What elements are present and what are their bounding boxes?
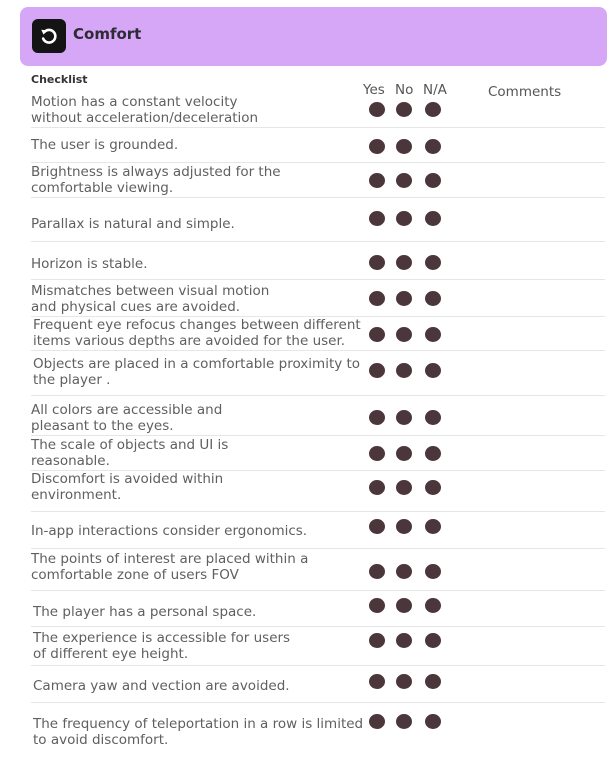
option-dot-na[interactable]: [425, 410, 441, 425]
option-dot-yes[interactable]: [369, 173, 385, 188]
option-dot-yes[interactable]: [369, 255, 385, 270]
option-dot-no[interactable]: [396, 598, 412, 613]
row-text-line1: The scale of objects and UI is: [31, 437, 229, 453]
option-dot-no[interactable]: [396, 327, 412, 342]
row-text-line1: Discomfort is avoided within: [31, 471, 224, 487]
option-dot-na[interactable]: [425, 211, 441, 226]
row-divider: [31, 279, 605, 280]
option-dot-na[interactable]: [425, 480, 441, 495]
section-header: [20, 7, 607, 66]
row-text-line1: Camera yaw and vection are avoided.: [33, 678, 290, 694]
row-text-line1: The user is grounded.: [31, 137, 179, 153]
option-dot-yes[interactable]: [369, 519, 385, 534]
option-dot-no[interactable]: [396, 674, 412, 689]
option-dot-yes[interactable]: [369, 363, 385, 378]
row-divider: [31, 702, 605, 703]
option-dot-na[interactable]: [425, 674, 441, 689]
row-text-line2: comfortable viewing.: [31, 180, 174, 196]
option-dot-na[interactable]: [425, 102, 441, 117]
row-text-line1: Frequent eye refocus changes between different: [33, 317, 361, 333]
row-text-line1: The player has a personal space.: [33, 604, 257, 620]
rotate-ccw-icon: [39, 26, 59, 46]
row-divider: [31, 395, 605, 396]
row-divider: [31, 548, 605, 549]
option-dot-yes[interactable]: [369, 102, 385, 117]
row-divider: [31, 241, 605, 242]
option-dot-no[interactable]: [396, 102, 412, 117]
option-dot-na[interactable]: [425, 564, 441, 579]
option-dot-yes[interactable]: [369, 446, 385, 461]
option-dot-na[interactable]: [425, 327, 441, 342]
option-dot-no[interactable]: [396, 519, 412, 534]
row-text-line1: Brightness is always adjusted for the: [31, 164, 281, 180]
option-dot-na[interactable]: [425, 633, 441, 648]
row-text-line1: In-app interactions consider ergonomics.: [31, 523, 308, 539]
option-dot-yes[interactable]: [369, 633, 385, 648]
option-dot-na[interactable]: [425, 519, 441, 534]
option-dot-no[interactable]: [396, 291, 412, 306]
row-divider: [31, 665, 605, 666]
row-divider: [31, 127, 605, 128]
row-text-line2: to avoid discomfort.: [33, 732, 169, 748]
option-dot-no[interactable]: [396, 139, 412, 154]
row-text-line1: Parallax is natural and simple.: [31, 216, 235, 232]
column-header-no: No: [395, 82, 414, 98]
row-divider: [31, 197, 605, 198]
option-dot-no[interactable]: [396, 480, 412, 495]
checklist-label: Checklist: [31, 73, 88, 86]
option-dot-yes[interactable]: [369, 139, 385, 154]
option-dot-no[interactable]: [396, 173, 412, 188]
row-text-line1: Mismatches between visual motion: [31, 283, 270, 299]
option-dot-na[interactable]: [425, 598, 441, 613]
row-text-line1: Horizon is stable.: [31, 256, 148, 272]
row-text-line1: Motion has a constant velocity: [31, 94, 238, 110]
option-dot-yes[interactable]: [369, 327, 385, 342]
row-text-line2: items various depths are avoided for the user.: [33, 333, 346, 349]
option-dot-yes[interactable]: [369, 714, 385, 729]
option-dot-na[interactable]: [425, 446, 441, 461]
row-text-line2: pleasant to the eyes.: [31, 418, 174, 434]
option-dot-yes[interactable]: [369, 564, 385, 579]
row-text-line2: comfortable zone of users FOV: [31, 567, 239, 583]
row-text-line2: of different eye height.: [33, 646, 189, 662]
row-text-line1: The experience is accessible for users: [33, 630, 291, 646]
row-text-line2: and physical cues are avoided.: [31, 299, 241, 315]
option-dot-na[interactable]: [425, 139, 441, 154]
option-dot-no[interactable]: [396, 633, 412, 648]
section-title: Comfort: [73, 25, 142, 43]
row-text-line1: Objects are placed in a comfortable proximity to: [33, 356, 361, 372]
column-header-yes: Yes: [363, 82, 385, 98]
section-icon-box: [32, 19, 66, 53]
option-dot-no[interactable]: [396, 410, 412, 425]
option-dot-na[interactable]: [425, 173, 441, 188]
row-divider: [31, 435, 605, 436]
row-text-line1: The points of interest are placed within a: [31, 551, 309, 567]
option-dot-no[interactable]: [396, 211, 412, 226]
option-dot-no[interactable]: [396, 255, 412, 270]
row-text-line1: All colors are accessible and: [31, 402, 223, 418]
row-divider: [31, 590, 605, 591]
row-text-line2: reasonable.: [31, 453, 110, 469]
row-text-line2: without acceleration/deceleration: [31, 110, 259, 126]
option-dot-na[interactable]: [425, 255, 441, 270]
row-divider: [31, 511, 605, 512]
row-text-line2: the player .: [33, 372, 111, 388]
option-dot-yes[interactable]: [369, 211, 385, 226]
option-dot-na[interactable]: [425, 363, 441, 378]
row-divider: [31, 350, 605, 351]
option-dot-yes[interactable]: [369, 674, 385, 689]
option-dot-no[interactable]: [396, 363, 412, 378]
option-dot-na[interactable]: [425, 714, 441, 729]
row-text-line2: environment.: [31, 487, 122, 503]
option-dot-no[interactable]: [396, 446, 412, 461]
row-divider: [31, 626, 605, 627]
option-dot-yes[interactable]: [369, 480, 385, 495]
option-dot-yes[interactable]: [369, 598, 385, 613]
option-dot-na[interactable]: [425, 291, 441, 306]
column-header-comments: Comments: [488, 84, 562, 100]
row-text-line1: The frequency of teleportation in a row is limited: [33, 716, 364, 732]
option-dot-yes[interactable]: [369, 291, 385, 306]
option-dot-no[interactable]: [396, 564, 412, 579]
row-divider: [31, 162, 605, 163]
option-dot-no[interactable]: [396, 714, 412, 729]
option-dot-yes[interactable]: [369, 410, 385, 425]
column-header-na: N/A: [423, 82, 447, 98]
